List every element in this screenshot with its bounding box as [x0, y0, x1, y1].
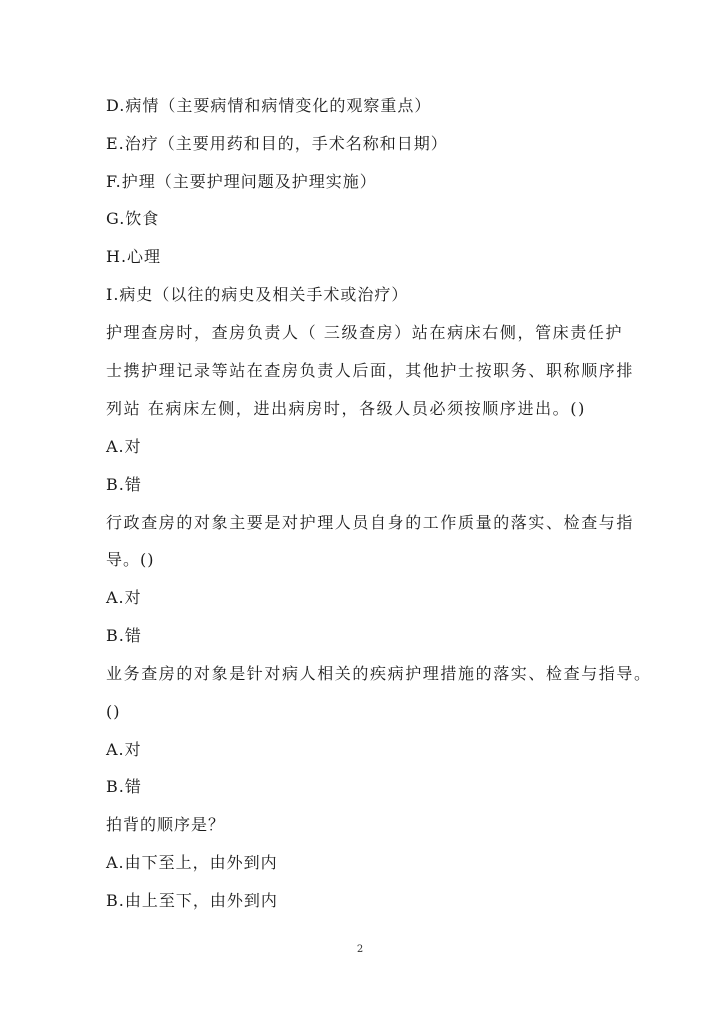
answer-option: A.对 [106, 588, 142, 607]
answer-option: A.对 [106, 740, 142, 759]
text-line: H.心理 [106, 247, 162, 266]
text-line: G.饮食 [106, 209, 160, 228]
question-text: 拍背的顺序是？ [106, 815, 226, 834]
page-number: 2 [356, 944, 364, 955]
text-line: D.病情（主要病情和病情变化的观察重点） [106, 96, 432, 115]
question-text: 列站 在病床左侧，进出病房时，各级人员必须按顺序进出。() [106, 399, 586, 418]
answer-option: B.错 [106, 777, 142, 796]
text-line: F.护理（主要护理问题及护理实施） [106, 172, 377, 191]
answer-option: B.错 [106, 475, 142, 494]
question-text: 业务查房的对象是针对病人相关的疾病护理措施的落实、检查与指导。 [106, 664, 652, 683]
question-text: 行政查房的对象主要是对护理人员自身的工作质量的落实、检查与指 [106, 513, 635, 532]
answer-option: A.由下至上，由外到内 [106, 853, 278, 872]
question-text: () [106, 702, 121, 721]
question-text: 护理查房时，查房负责人（ 三级查房）站在病床右侧，管床责任护 [106, 323, 624, 342]
answer-option: B.由上至下，由外到内 [106, 891, 278, 910]
question-text: 士携护理记录等站在查房负责人后面，其他护士按职务、职称顺序排 [106, 361, 635, 380]
answer-option: A.对 [106, 437, 142, 456]
text-line: E.治疗（主要用药和目的，手术名称和日期） [106, 134, 448, 153]
answer-option: B.错 [106, 626, 142, 645]
text-line: I.病史（以往的病史及相关手术或治疗） [106, 285, 409, 304]
question-text: 导。() [106, 550, 155, 569]
